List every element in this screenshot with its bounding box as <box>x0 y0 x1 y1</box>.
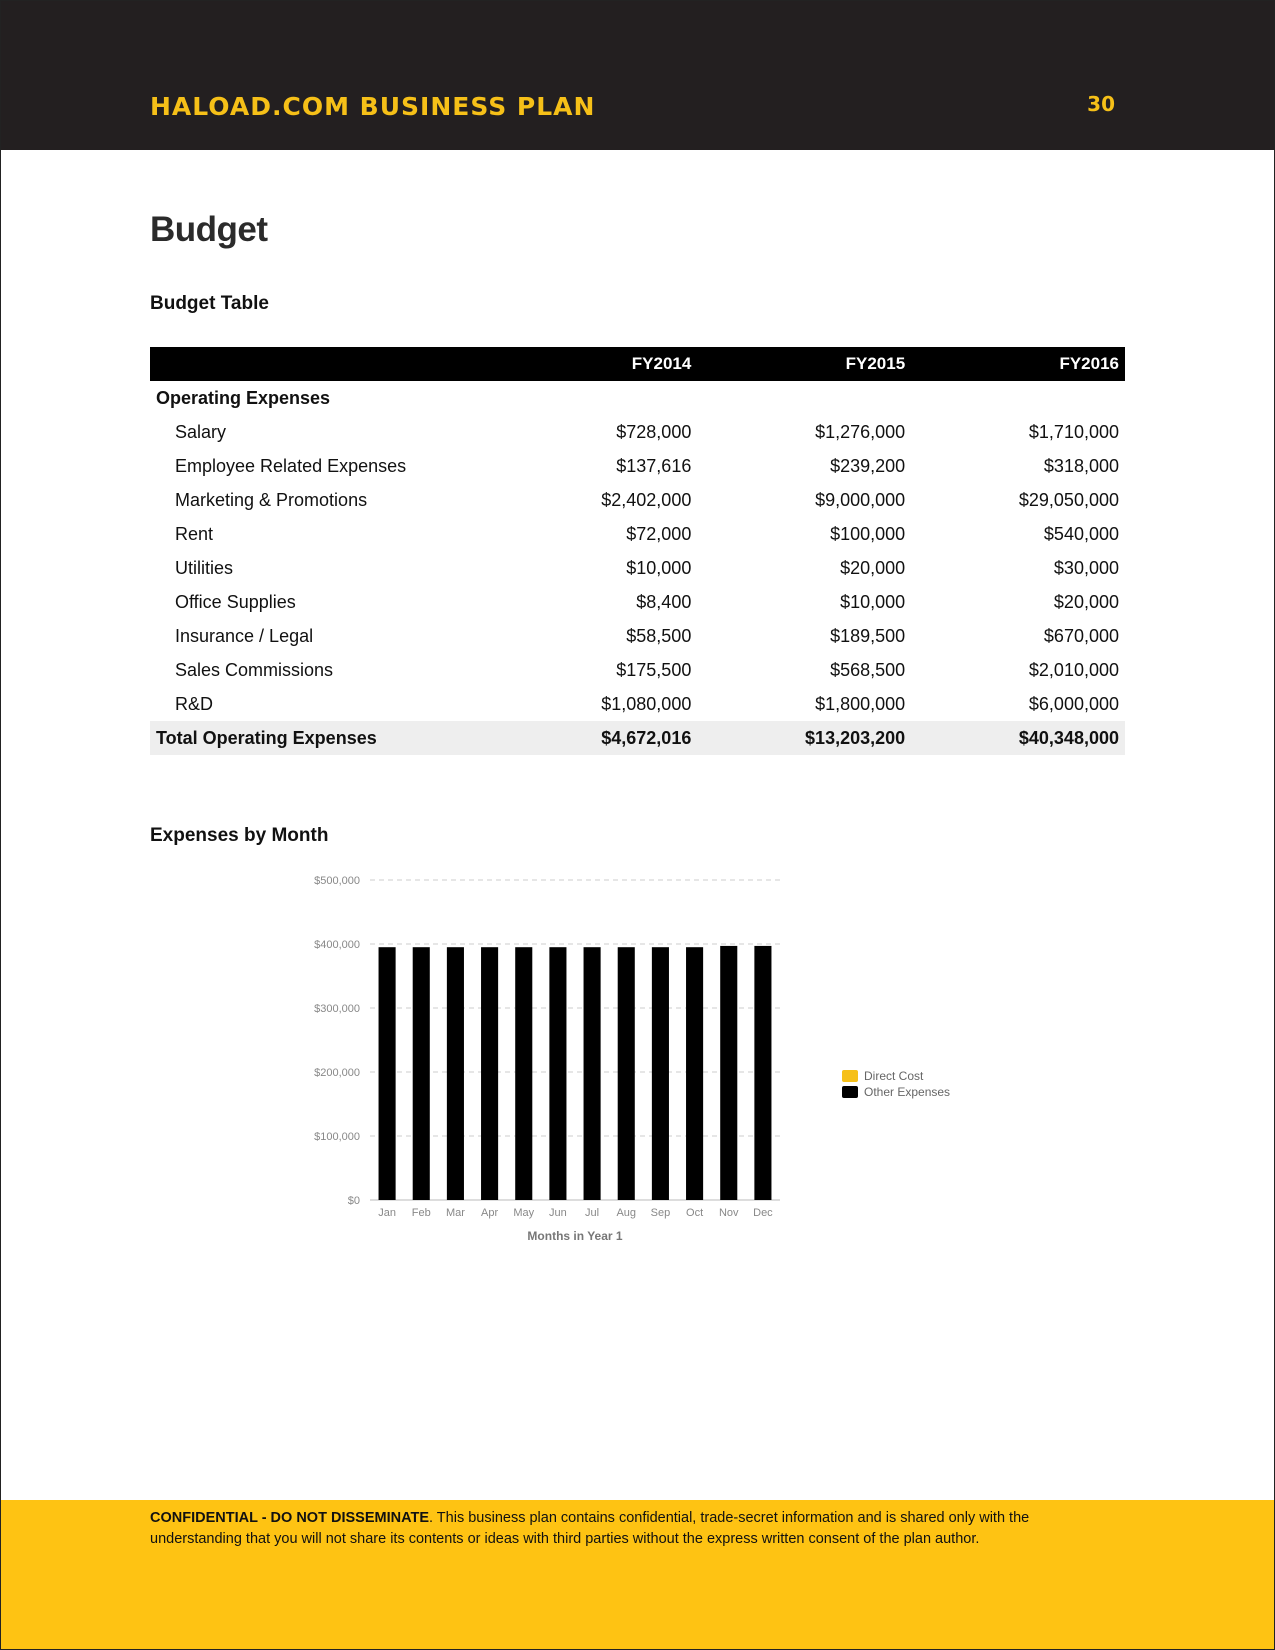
bar-other-expenses <box>515 947 532 1200</box>
table-cell: $30,000 <box>1053 557 1119 578</box>
table-cell: $2,402,000 <box>601 489 692 510</box>
row-label: Employee Related Expenses <box>175 455 407 476</box>
y-tick-label: $100,000 <box>314 1131 360 1143</box>
x-tick-label: Oct <box>686 1207 704 1219</box>
table-cell: $189,500 <box>830 625 906 646</box>
budget-table <box>150 347 1125 755</box>
confidentiality-label: CONFIDENTIAL - DO NOT DISSEMINATE <box>150 1510 429 1526</box>
table-cell: $6,000,000 <box>1028 693 1119 714</box>
legend-label: Other Expenses <box>864 1085 951 1099</box>
budget-table-heading: Budget Table <box>150 293 269 314</box>
bar-other-expenses <box>686 947 703 1200</box>
table-cell: $10,000 <box>840 591 906 612</box>
table-cell: $1,276,000 <box>815 421 906 442</box>
bar-other-expenses <box>652 947 669 1200</box>
row-label: Utilities <box>175 557 234 578</box>
x-tick-label: Aug <box>616 1207 637 1219</box>
row-label: Office Supplies <box>175 591 296 612</box>
total-cell: $13,203,200 <box>697 721 911 755</box>
table-cell: $318,000 <box>1043 455 1119 476</box>
table-cell: $100,000 <box>830 523 906 544</box>
section-title: Budget <box>150 210 268 249</box>
row-label: Salary <box>175 421 227 442</box>
table-row <box>150 483 1125 517</box>
row-label: Rent <box>175 523 214 544</box>
table-cell: $175,500 <box>616 659 692 680</box>
table-row <box>150 653 1125 687</box>
confidentiality-body: . This business plan contains confidential, trade-secret information and is shared only with the understanding that you will not share its contents or ideas with third parties without the express written consent of the plan author. <box>150 1510 1030 1547</box>
y-tick-label: $0 <box>347 1195 360 1207</box>
bar-other-expenses <box>379 947 396 1200</box>
table-cell: $137,616 <box>616 455 692 476</box>
group-label: Operating Expenses <box>156 387 331 408</box>
x-tick-label: Nov <box>718 1207 739 1219</box>
total-row <box>150 721 1125 755</box>
table-row <box>150 619 1125 653</box>
table-row <box>150 585 1125 619</box>
x-tick-label: Dec <box>753 1207 773 1219</box>
table-cell: $239,200 <box>830 455 906 476</box>
table-cell: $8,400 <box>636 591 692 612</box>
table-cell: $2,010,000 <box>1028 659 1119 680</box>
table-cell: $58,500 <box>626 625 692 646</box>
table-cell: $10,000 <box>626 557 692 578</box>
table-cell: $29,050,000 <box>1018 489 1119 510</box>
column-header: FY2014 <box>484 347 697 381</box>
row-label: Marketing & Promotions <box>175 489 368 510</box>
x-tick-label: May <box>513 1207 535 1219</box>
legend-label: Direct Cost <box>864 1069 924 1083</box>
column-header: FY2016 <box>911 347 1125 381</box>
table-cell: $540,000 <box>1043 523 1119 544</box>
column-header: FY2015 <box>697 347 911 381</box>
table-cell: $728,000 <box>616 421 692 442</box>
x-tick-label: Jul <box>585 1207 600 1219</box>
x-tick-label: Feb <box>411 1207 431 1219</box>
bar-other-expenses <box>447 947 464 1200</box>
chart-heading: Expenses by Month <box>150 825 329 846</box>
total-cell: $40,348,000 <box>911 721 1125 755</box>
y-tick-label: $300,000 <box>314 1003 360 1015</box>
table-cell: $1,800,000 <box>815 693 906 714</box>
chart-svg <box>300 870 980 1320</box>
legend-swatch <box>842 1086 858 1098</box>
row-label: Insurance / Legal <box>175 625 314 646</box>
total-label: Total Operating Expenses <box>150 721 484 755</box>
confidentiality-notice <box>150 1508 1090 1550</box>
table-group-row <box>150 381 1125 415</box>
table-cell: $20,000 <box>840 557 906 578</box>
bar-other-expenses <box>720 946 737 1200</box>
bar-other-expenses <box>618 947 635 1200</box>
total-cell: $4,672,016 <box>484 721 697 755</box>
table-cell: $1,080,000 <box>601 693 692 714</box>
table-cell: $9,000,000 <box>815 489 906 510</box>
row-label: Sales Commissions <box>175 659 334 680</box>
y-tick-label: $500,000 <box>314 875 360 887</box>
bar-other-expenses <box>413 947 430 1200</box>
table-header-blank <box>150 347 484 381</box>
table-cell: $568,500 <box>830 659 906 680</box>
table-cell: $1,710,000 <box>1028 421 1119 442</box>
expenses-chart <box>300 870 980 1320</box>
table-cell: $72,000 <box>626 523 692 544</box>
table-cell: $20,000 <box>1053 591 1119 612</box>
x-axis-title: Months in Year 1 <box>527 1229 623 1243</box>
bar-other-expenses <box>549 947 566 1200</box>
bar-other-expenses <box>481 947 498 1200</box>
table-header-row <box>150 347 1125 381</box>
header-bar <box>0 0 1275 150</box>
x-tick-label: Jun <box>549 1207 567 1219</box>
legend-swatch <box>842 1070 858 1082</box>
page-number: 30 <box>1087 92 1115 116</box>
bar-other-expenses <box>754 946 771 1200</box>
x-tick-label: Mar <box>445 1207 465 1219</box>
bar-other-expenses <box>584 947 601 1200</box>
x-tick-label: Sep <box>650 1207 671 1219</box>
table-row <box>150 687 1125 721</box>
y-tick-label: $200,000 <box>314 1067 360 1079</box>
document-title: HALOAD.COM BUSINESS PLAN <box>150 92 596 121</box>
table-row <box>150 551 1125 585</box>
table-row <box>150 517 1125 551</box>
table-cell: $670,000 <box>1043 625 1119 646</box>
x-tick-label: Jan <box>378 1207 396 1219</box>
y-tick-label: $400,000 <box>314 939 360 951</box>
table-row <box>150 449 1125 483</box>
table-row <box>150 415 1125 449</box>
x-tick-label: Apr <box>481 1207 499 1219</box>
row-label: R&D <box>175 693 214 714</box>
